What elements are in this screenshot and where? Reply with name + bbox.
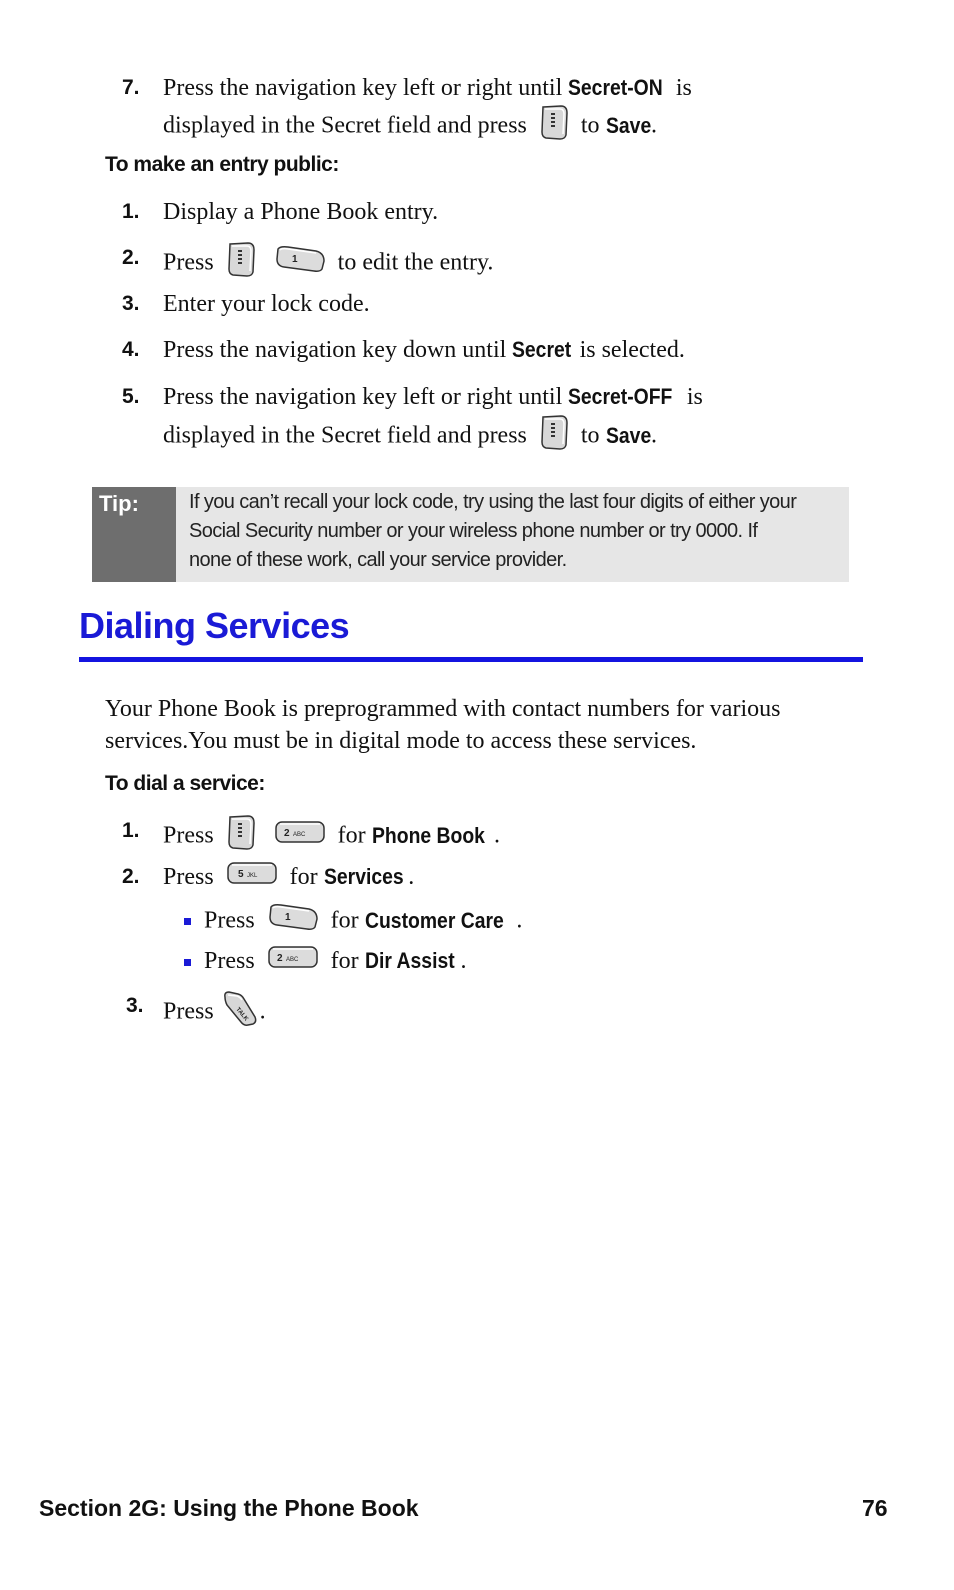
bold-term: Save [605, 422, 651, 448]
dial-step-2 [163, 860, 414, 895]
key-2-icon [274, 820, 326, 854]
svg-text:1: 1 [291, 254, 298, 265]
step-number: 1. [122, 819, 140, 842]
step-text: Press the navigation key left or right until [163, 384, 569, 410]
intro-line: Your Phone Book is preprogrammed with contact numbers for various [105, 696, 781, 722]
public-step-3: Enter your lock code. [163, 291, 370, 317]
menu-key-icon [226, 814, 256, 860]
svg-text:2: 2 [276, 953, 283, 965]
bold-term: Secret-OFF [568, 384, 673, 409]
page-number: 76 [862, 1495, 888, 1521]
step-number: 3. [126, 994, 144, 1017]
step-text: to [580, 422, 606, 449]
step-text: Press the navigation key left or right until [163, 75, 569, 101]
public-step-5-line-2 [163, 414, 657, 460]
bullet-icon [184, 959, 191, 966]
tip-label: Tip: [92, 487, 176, 582]
footer-section-label: Section 2G: Using the Phone Book [39, 1495, 419, 1521]
dial-bullet-customer-care [204, 903, 522, 941]
step-text: to [580, 112, 606, 139]
section-rule [79, 657, 863, 662]
tip-line: Social Security number or your wireless phone number or try 0000. If [189, 520, 758, 542]
step-text: . [650, 422, 657, 449]
menu-key-icon [226, 241, 256, 287]
key-1-icon [267, 903, 319, 941]
step-text: to edit the entry. [337, 249, 494, 276]
step-text: . [516, 907, 523, 934]
public-step-2 [163, 241, 493, 287]
step-text: Press [163, 822, 214, 849]
step-text: . [408, 864, 415, 890]
step-number: 2. [122, 865, 140, 888]
dial-step-1 [163, 814, 500, 860]
svg-text:5: 5 [237, 869, 244, 881]
step-text: for [330, 907, 365, 934]
bold-term: Services [323, 864, 404, 889]
step-text: Press [204, 907, 255, 934]
svg-text:2: 2 [283, 828, 290, 839]
step-text: Press [163, 864, 214, 890]
bold-term: Phone Book [371, 822, 485, 848]
section-title: Dialing Services [79, 605, 350, 646]
dial-step-3 [163, 989, 266, 1037]
step-number: 3. [122, 292, 140, 315]
step-number: 5. [122, 385, 140, 408]
intro-line: services.You must be in digital mode to access these services. [105, 728, 697, 754]
svg-text:TALK: TALK [234, 1006, 249, 1023]
step-text: Press [204, 948, 255, 974]
step-text: . [460, 948, 467, 974]
tip-box [92, 487, 849, 582]
tip-line: If you can’t recall your lock code, try using the last four digits of either your [189, 491, 797, 513]
step-text: displayed in the Secret field and press [163, 422, 527, 449]
intro-paragraph [105, 693, 865, 757]
step-text: for [330, 948, 365, 974]
step-number: 4. [122, 338, 140, 361]
public-step-4 [163, 333, 685, 367]
public-step-5-line-1 [163, 380, 703, 414]
public-step-1: Display a Phone Book entry. [163, 199, 439, 225]
step-number: 1. [122, 200, 140, 223]
subheading-dial-service: To dial a service: [105, 772, 265, 795]
svg-text:ABC: ABC [285, 957, 299, 964]
bullet-icon [184, 918, 191, 925]
bold-term: Dir Assist [364, 948, 455, 973]
step-text: displayed in the Secret field and press [163, 112, 527, 139]
svg-text:ABC: ABC [292, 832, 306, 838]
key-1-icon [274, 245, 326, 283]
bold-term: Secret [512, 337, 572, 362]
step-text: is [669, 75, 692, 101]
step-text: Press [163, 249, 214, 276]
step-text: . [650, 112, 657, 139]
talk-key-icon [222, 989, 258, 1037]
menu-key-icon [539, 104, 569, 150]
step-text: Press the navigation key down until [163, 337, 513, 363]
key-5-icon [226, 861, 278, 895]
tip-text [189, 488, 849, 575]
menu-key-icon [539, 414, 569, 460]
svg-text:JKL: JKL [246, 873, 258, 880]
tip-line: none of these work, call your service provider. [189, 549, 567, 571]
step-number: 2. [122, 246, 140, 269]
bold-term: Secret-ON [568, 75, 663, 100]
step-text: . [494, 822, 500, 849]
step-7-line-2 [163, 104, 657, 150]
svg-text:1: 1 [284, 912, 291, 923]
step-text: for [337, 822, 372, 849]
step-text: . [259, 998, 266, 1025]
step-text: for [289, 864, 324, 890]
key-2-icon [267, 945, 319, 979]
dial-bullet-dir-assist [204, 944, 467, 979]
step-text: is selected. [573, 337, 685, 363]
bold-term: Save [605, 112, 651, 138]
step-text: is [680, 384, 703, 410]
bold-term: Customer Care [364, 907, 504, 933]
step-number: 7. [122, 76, 140, 99]
step-text: Press [163, 998, 214, 1025]
subheading-make-public: To make an entry public: [105, 153, 339, 176]
step-7-line-1 [163, 71, 692, 105]
